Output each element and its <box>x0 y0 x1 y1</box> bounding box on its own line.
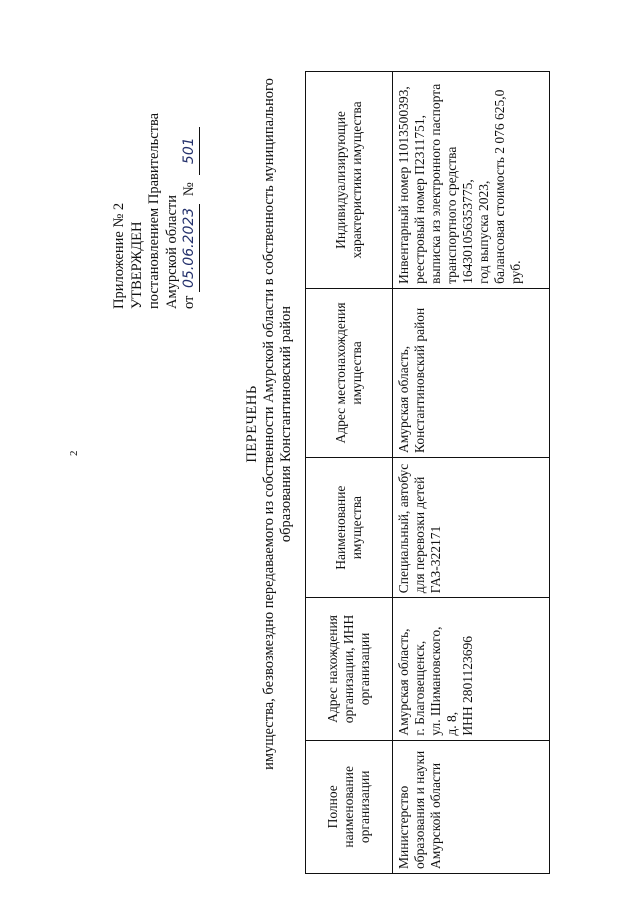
header-org-address: Адрес нахождения организации, ИНН организации <box>306 598 393 740</box>
header-property-address: Адрес местонахождения имущества <box>306 288 393 457</box>
title-line-1: имущества, безвозмездно передаваемого из собственности Амурской области в собственность муниципального <box>261 78 277 770</box>
appendix-label: Приложение № 2 <box>111 202 127 309</box>
cell-org-name: Министерство образования и науки Амурской области <box>393 740 550 873</box>
header-characteristics: Индивидуализирующие характеристики имущества <box>306 72 393 289</box>
handwritten-number: 501 <box>181 127 200 175</box>
approved-label: УТВЕРЖДЕН <box>128 221 145 309</box>
title-main: ПЕРЕЧЕНЬ <box>244 385 260 463</box>
approval-date-line <box>181 113 200 309</box>
table-row <box>393 72 550 874</box>
region-label: Амурской области <box>163 195 180 309</box>
cell-property-name: Специальный, автобус для перевозки детей ГАЗ-322171 <box>393 458 550 598</box>
number-sign: № <box>181 182 197 197</box>
approved-by-label: постановлением Правительства <box>146 112 162 309</box>
approval-stamp <box>111 113 200 309</box>
table-header-row <box>306 72 393 874</box>
handwritten-date: 05.06.2023 <box>181 204 200 292</box>
title-line-2: образования Константиновский район <box>278 305 294 543</box>
date-prefix: от <box>181 295 197 309</box>
cell-org-address: Амурская область, г. Благовещенск, ул. Шимановского, д. 8, ИНН 2801123696 <box>393 598 550 740</box>
header-org-name: Полное наименование организации <box>306 740 393 873</box>
cell-property-address: Амурская область, Константиновский район <box>393 288 550 457</box>
document-title <box>244 14 295 834</box>
page-number: 2 <box>68 450 80 456</box>
property-table <box>305 71 550 874</box>
cell-characteristics: Инвентарный номер 11013500393, реестровый номер П2311751, выписка из электронного паспорта транспортного средства 164301056353775, год выпуска 2023, балансовая стоимость 2 076 625,0 руб. <box>393 72 550 289</box>
header-property-name: Наименование имущества <box>306 458 393 598</box>
